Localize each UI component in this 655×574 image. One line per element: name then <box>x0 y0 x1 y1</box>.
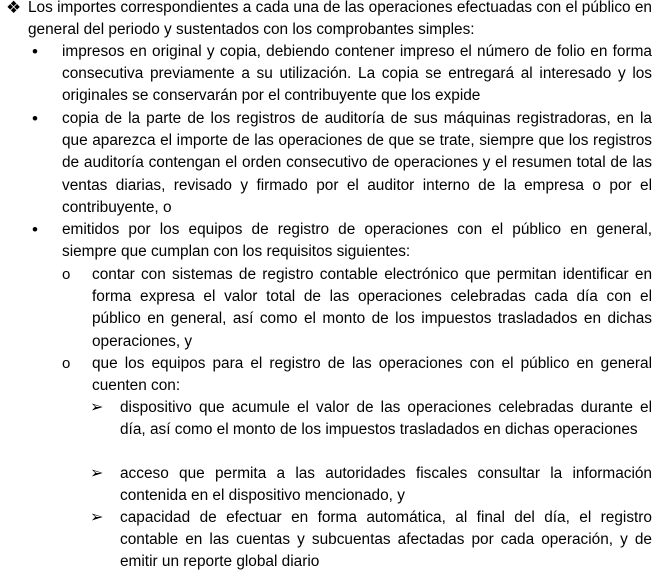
bullet-icon: • <box>32 42 38 61</box>
list-item-level-1: impresos en original y copia, debiendo contener impreso el número de folio en forma consecutiva previamente a su utilización. La copia se entregará al interesado y los originales se conservarán por el contribuyente que los expide <box>62 43 652 105</box>
diamond-bullet-icon: ❖ <box>6 0 22 17</box>
list-item-level-3: acceso que permita a las autoridades fiscales consultar la información contenida en el dispositivo mencionado, y <box>120 465 652 505</box>
list-item-level-2: que los equipos para el registro de las operaciones con el público en general cuenten con: <box>92 355 652 395</box>
arrow-bullet-icon: ➢ <box>90 465 104 482</box>
list-item-level-0: Los importes correspondientes a cada una de las operaciones efectuadas con el público en general del periodo y sustentados con los comprobantes simples: <box>28 0 652 39</box>
bullet-icon: • <box>32 109 38 128</box>
arrow-bullet-icon: ➢ <box>90 399 104 416</box>
list-item-level-2: contar con sistemas de registro contable electrónico que permitan identificar en forma expresa el valor total de las operaciones celebradas cada día con el público en general, así como el monto de los impuestos trasladados en dichas operaciones, y <box>92 266 652 350</box>
list-item-level-3: capacidad de efectuar en forma automática, al final del día, el registro contable en las cuentas y subcuentas afectadas por cada operación, y de emitir un reporte global diario <box>120 509 652 571</box>
bullet-icon: • <box>32 220 38 239</box>
circle-bullet-icon: o <box>62 355 71 372</box>
circle-bullet-icon: o <box>62 266 71 283</box>
arrow-bullet-icon: ➢ <box>90 509 104 526</box>
list-item-level-1: copia de la parte de los registros de auditoría de sus máquinas registradoras, en la que aparezca el importe de las operaciones de que se trate, siempre que los registros de auditoría contengan el orden consecutivo de operaciones y el resumen total de las ventas diarias, revisado y firmado por el auditor interno de la empresa o por el contribuyente, o <box>62 110 652 216</box>
list-item-level-3: dispositivo que acumule el valor de las operaciones celebradas durante el día, así como el monto de los impuestos trasladados en dichas operaciones <box>120 399 652 439</box>
list-item-level-1: emitidos por los equipos de registro de operaciones con el público en general, siempre que cumplan con los requisitos siguientes: <box>62 221 652 261</box>
